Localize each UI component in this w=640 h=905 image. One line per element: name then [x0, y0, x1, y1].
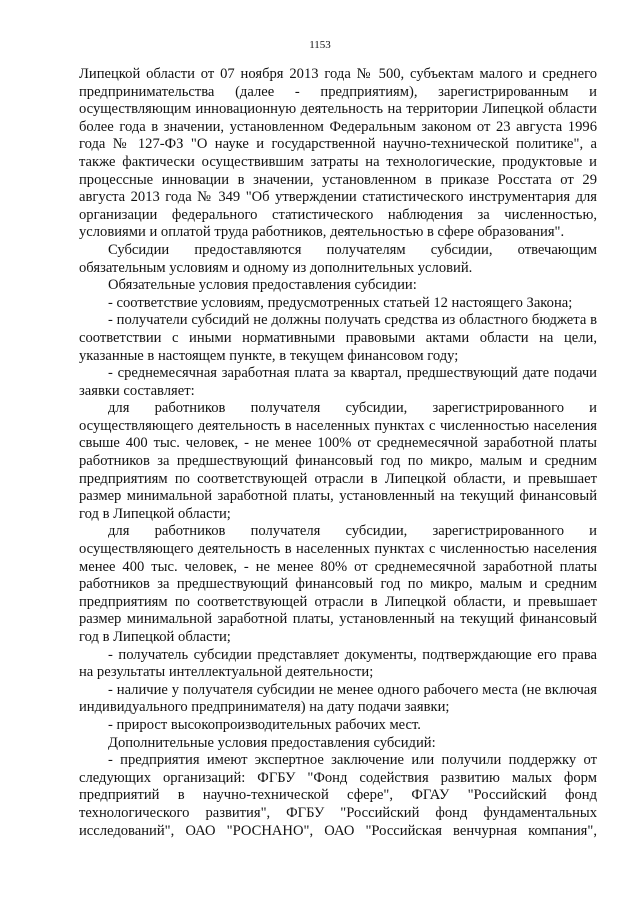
paragraph-mandatory-conditions-heading: Обязательные условия предоставления субсидии: — [108, 277, 417, 294]
document-body — [79, 66, 597, 840]
list-item-workplace-requirement: - наличие у получателя субсидии не менее одного рабочего места (не включая индивидуального предпринимателя) на дату подачи заявки; — [79, 681, 597, 716]
paragraph-salary-under-400k-population: для работников получателя субсидии, зарегистрированного и осуществляющего деятельность в населенных пунктах с численностью населения менее 400 тыс. человек, - не менее 80% от среднемесячной заработной платы работников за предшествующий финансовый год по микро, малым и средним предприятиям по соответствующей отрасли в Липецкой области, и превышает размер минимальной заработной платы, установленный на текущий финансовый год в Липецкой области; — [79, 523, 597, 645]
paragraph-recipients-definition: Липецкой области от 07 ноября 2013 года № 500, субъектам малого и среднего предпринимательства (далее - предприятиям), зарегистрированным и осуществляющим инновационную деятельность на территории Липецкой области более года в значении, установленном Федеральным законом от 23 августа 1996 года № 127-ФЗ "О науке и государственной научно-технической политике", а также фактически осуществившим затраты на технологические, продуктовые и процессные инновации в значении, установленном в приказе Росстата от 29 августа 2013 года № 349 "Об утверждении статистического инструментария для организации федерального статистического наблюдения за численностью, условиями и оплатой труда работников, деятельностью в сфере образования". — [79, 66, 597, 241]
list-item-productive-jobs-growth: - прирост высокопроизводительных рабочих мест. — [108, 716, 421, 733]
paragraph-salary-over-400k-population: для работников получателя субсидии, зарегистрированного и осуществляющего деятельность в населенных пунктах с численностью населения свыше 400 тыс. человек, - не менее 100% от среднемесячной заработной платы работников за предшествующий финансовый год по микро, малым и средним предприятиям по соответствующей отрасли в Липецкой области, и превышает размер минимальной заработной платы, установленный на текущий финансовый год в Липецкой области; — [79, 400, 597, 522]
list-item-intellectual-property-documents: - получатель субсидии представляет документы, подтверждающие его права на результаты интеллектуальной деятельности; — [79, 646, 597, 681]
page-number: 1153 — [309, 39, 331, 51]
list-item-no-regional-budget-funds: - получатели субсидий не должны получать средства из областного бюджета в соответствии с иными нормативными правовыми актами области на цели, указанные в настоящем пункте, в текущем финансовом году; — [79, 312, 597, 364]
paragraph-subsidy-conditions-intro: Субсидии предоставляются получателям субсидии, отвечающим обязательным условиям и одному из дополнительных условий. — [79, 241, 597, 276]
list-item-article-12-compliance: - соответствие условиям, предусмотренных статьей 12 настоящего Закона; — [108, 294, 573, 311]
paragraph-additional-conditions-heading: Дополнительные условия предоставления субсидий: — [108, 734, 436, 751]
list-item-expert-conclusion: - предприятия имеют экспертное заключение или получили поддержку от следующих организаций: ФГБУ "Фонд содействия развитию малых форм предприятий в научно-технической сфере", ФГАУ "Российский фонд технологического развития", ФГБУ "Российский фонд фундаментальных исследований", ОАО "РОСНАНО", ОАО "Российская венчурная компания", — [79, 752, 597, 839]
list-item-average-salary: - среднемесячная заработная плата за квартал, предшествующий дате подачи заявки составляет: — [79, 365, 597, 399]
